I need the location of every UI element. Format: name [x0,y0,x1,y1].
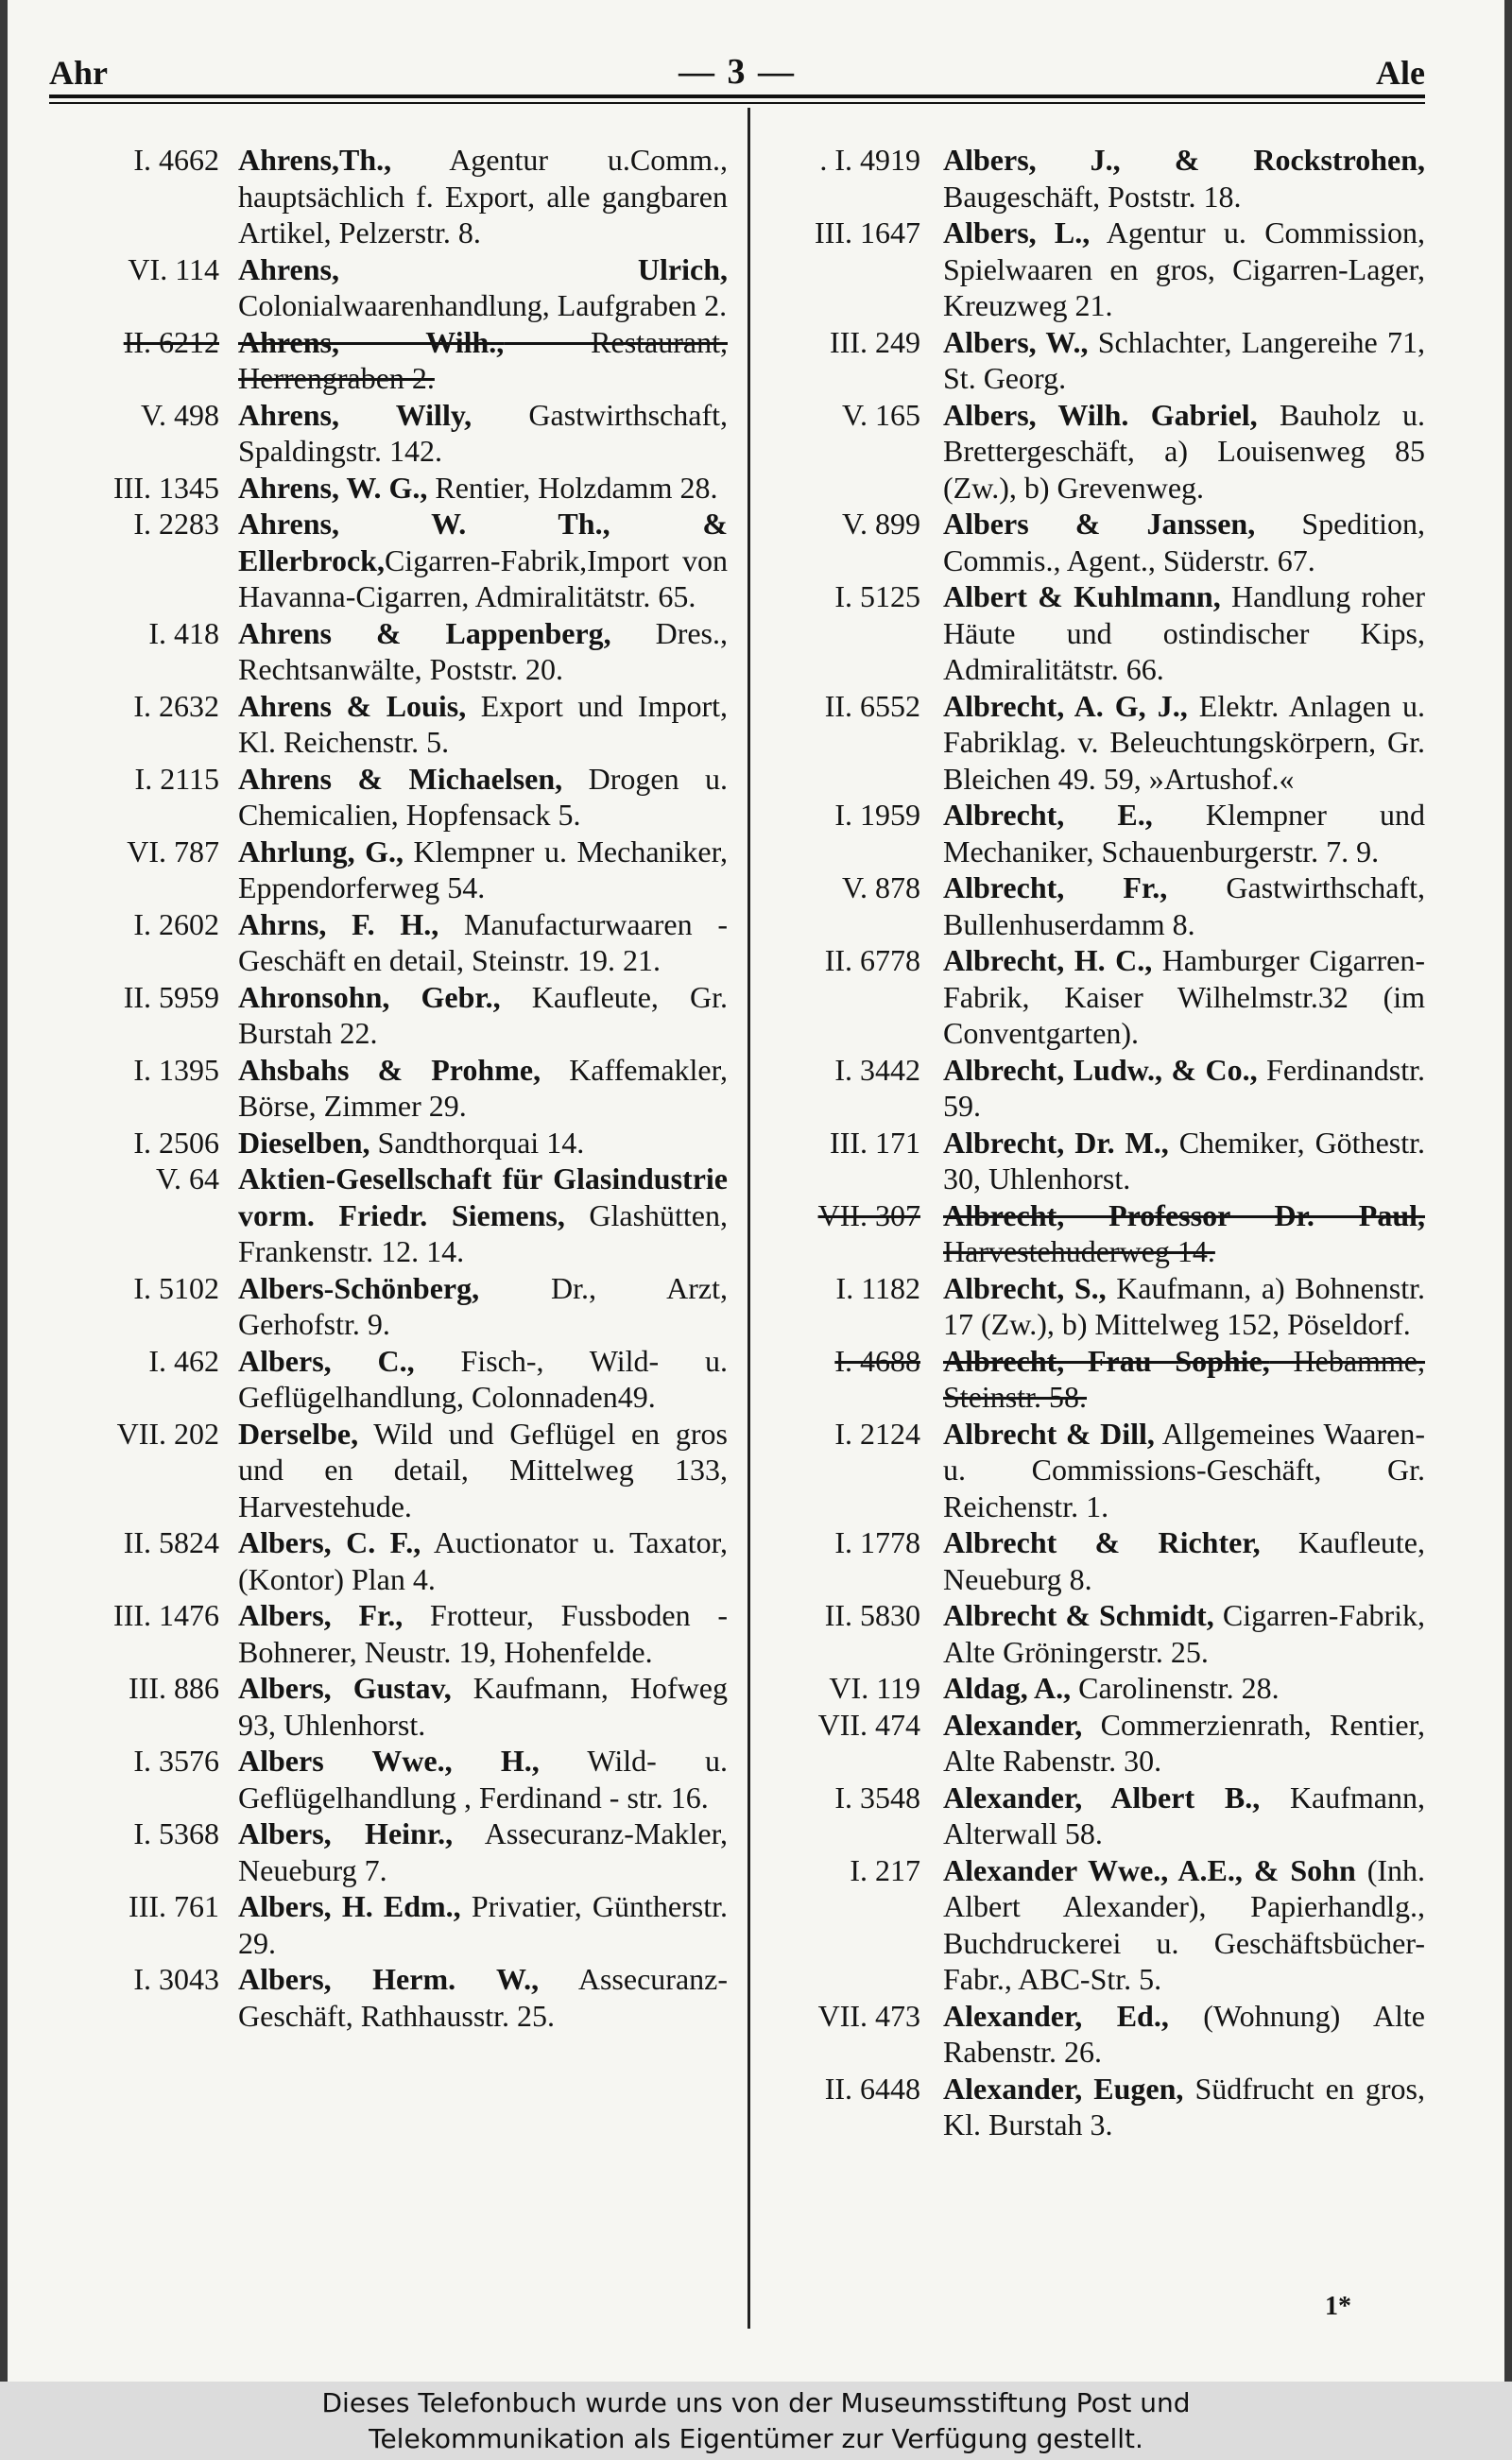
entry-details: Agentur u. Commission, Spielwaaren en gros, Cigarren-Lager, Kreuzweg 21. [943,215,1426,322]
phone-number: II. 5830 [824,1598,920,1632]
subscriber-name: Albers, W., [943,324,1089,359]
entry-text [238,761,728,834]
entry-text [943,324,1425,397]
entry-details: Wild und Geflügel en gros und en detail, Mittelweg 133, Harvestehude. [238,1416,728,1523]
directory-entry [53,1416,728,1525]
entry-text [943,1670,1425,1707]
entry-text [238,1416,728,1525]
subscriber-name: Albers, Wilh. Gabriel, [943,397,1258,432]
entry-details: Frotteur, Fussboden - Bohnerer, Neustr. 19, Hohenfelde. [238,1598,729,1669]
entry-details: Assecuranz-Makler, Neueburg 7. [238,1816,729,1887]
scan-edge-right [1504,0,1512,2382]
phone-number: V. 498 [141,397,219,432]
directory-entry [764,1597,1425,1670]
right-column [764,142,1425,2143]
directory-entry [53,1125,728,1161]
directory-entry [764,1416,1425,1525]
entry-text [238,1161,728,1270]
entry-text [238,397,728,470]
entry-details: Chemiker, Göthestr. 30, Uhlenhorst. [943,1125,1426,1196]
phone-number: VII. 202 [116,1416,219,1451]
phone-number: VII. 307 [817,1197,920,1232]
entry-text [943,942,1425,1052]
footer-line-1: Dieses Telefonbuch wurde uns von der Museumsstiftung Post und [321,2387,1191,2418]
subscriber-name: Ahrens, Wilh., [238,324,505,359]
header-left-keyword: Ahr [49,54,108,92]
entry-text [943,578,1425,688]
entry-details: Cigarren-Fabrik, Alte Gröningerstr. 25. [943,1598,1426,1669]
directory-entry [53,979,728,1052]
phone-number: II. 5959 [123,979,219,1014]
entry-details: (Wohnung) Alte Rabenstr. 26. [943,1998,1425,2069]
subscriber-name: Albrecht & Schmidt, [943,1598,1214,1632]
phone-number: I. 2124 [834,1416,920,1451]
phone-number: I. 3043 [133,1962,219,1996]
phone-number: I. 3442 [834,1052,920,1087]
directory-entry [764,1343,1425,1416]
subscriber-name: Albrecht, Professor Dr. Paul, [943,1197,1425,1232]
entry-text [238,251,728,324]
subscriber-name: Albrecht, Dr. M., [943,1125,1169,1160]
subscriber-name: Albers, L., [943,215,1091,249]
header-right-keyword: Ale [1376,54,1425,92]
subscriber-name: Albrecht, Frau Sophie, [943,1343,1270,1378]
subscriber-name: Albrecht, A. G, J., [943,688,1188,723]
entry-text [238,506,728,615]
subscriber-name: Ahsbahs & Prohme, [238,1052,541,1087]
entry-text [238,1815,728,1888]
entry-text [238,1125,728,1161]
entry-text [943,1052,1425,1125]
subscriber-name: Albers, Herm. W., [238,1962,540,1996]
phone-number: I. 5368 [133,1816,219,1850]
entry-text [238,1743,728,1815]
phone-number: I. 2115 [134,761,219,796]
directory-entry [764,1052,1425,1125]
entry-text [238,1888,728,1961]
phone-number: I. 5125 [834,579,920,613]
directory-entry [764,1270,1425,1343]
subscriber-name: Ahrlung, G., [238,834,404,869]
subscriber-name: Ahrens & Lappenberg, [238,615,611,650]
phone-number: I. 2506 [133,1125,219,1160]
subscriber-name: Alexander Wwe., A.E., & Sohn [943,1852,1356,1887]
directory-entry [53,761,728,834]
entry-details: Dres., Rechtsanwälte, Poststr. 20. [238,615,729,686]
directory-entry [764,1197,1425,1270]
phone-number: I. 4662 [133,143,219,177]
phone-number: VII. 473 [817,1998,920,2033]
entry-details: Kaufmann, Hofweg 93, Uhlenhorst. [238,1671,729,1742]
subscriber-name: Albers, Heinr., [238,1816,454,1850]
subscriber-name: Albers, J., & Rockstrohen, [943,143,1425,177]
entry-text [943,1270,1425,1343]
entry-details: Kaffemakler, Börse, Zimmer 29. [238,1052,729,1123]
directory-entry [53,1888,728,1961]
subscriber-name: Albers, Gustav, [238,1671,452,1705]
subscriber-name: Albers-Schönberg, [238,1270,480,1305]
entry-details: (Inh. Albert Alexander), Papierhandlg., Buchdruckerei u. Geschäftsbücher-Fabr., ABC-Str. 5. [943,1852,1426,1996]
subscriber-name: Aldag, A., [943,1671,1072,1705]
directory-entry [764,215,1425,324]
entry-text [943,1524,1425,1597]
directory-entry [53,397,728,470]
phone-number: VI. 787 [127,834,219,869]
entry-text [943,688,1425,798]
directory-entry [764,1998,1425,2071]
entry-text [238,1052,728,1125]
entry-text [943,1852,1425,1998]
entry-text [238,324,728,397]
entry-text [943,397,1425,507]
directory-entry [53,1597,728,1670]
phone-number: . I. 4919 [819,143,920,177]
entry-details: Glashütten, Frankenstr. 12. 14. [238,1197,728,1268]
phone-number: II. 5824 [123,1525,219,1559]
entry-text [943,1998,1425,2071]
signature-mark: 1* [1325,2292,1351,2321]
entry-details: Harvestehuderweg 14. [943,1234,1215,1268]
subscriber-name: Albrecht, E., [943,798,1153,832]
subscriber-name: Albrecht & Richter, [943,1525,1261,1559]
subscriber-name: Ahrens, Ulrich, [238,251,728,286]
directory-entry [764,1524,1425,1597]
subscriber-name: Dieselben, [238,1125,370,1160]
entry-details: Fisch-, Wild- u. Geflügelhandlung, Colonnaden49. [238,1343,729,1414]
subscriber-name: Albert & Kuhlmann, [943,579,1221,613]
left-column [53,142,728,2034]
phone-number: I. 2632 [133,688,219,723]
entry-text [238,1524,728,1597]
entry-details: Dr., Arzt, Gerhofstr. 9. [238,1270,728,1341]
directory-entry [53,1343,728,1416]
entry-details: Export und Import, Kl. Reichenstr. 5. [238,688,729,759]
phone-number: III. 1476 [113,1598,219,1632]
directory-entry [53,906,728,979]
entry-details: Kaufleute, Gr. Burstah 22. [238,979,729,1050]
subscriber-name: Ahronsohn, Gebr., [238,979,501,1014]
entry-text [238,1270,728,1343]
directory-entry [53,142,728,251]
entry-text [943,1780,1425,1852]
entry-details: Drogen u. Chemicalien, Hopfensack 5. [238,761,728,832]
column-divider [747,108,750,2329]
entry-details: Sandthorquai 14. [369,1125,585,1160]
entry-details: Südfrucht en gros, Kl. Burstah 3. [943,2071,1426,2142]
entry-details: Cigarren-Fabrik,Import von Havanna-Cigarren, Admiralitätstr. 65. [238,542,728,613]
entry-text [238,615,728,688]
phone-number: II. 6552 [824,688,920,723]
directory-entry [764,2071,1425,2143]
entry-details: Klempner u. Mechaniker, Eppendorferweg 54. [238,834,729,904]
scan-edge-left [0,0,8,2382]
phone-number: III. 1647 [815,215,920,249]
entry-details: Ferdinandstr. 59. [943,1052,1425,1123]
entry-details: Kaufmann, Alterwall 58. [943,1780,1426,1850]
page-header [49,47,1425,100]
entry-details: Carolinenstr. 28. [1071,1671,1280,1705]
entry-text [238,470,728,507]
entry-text [943,215,1425,324]
subscriber-name: Albers Wwe., H., [238,1744,540,1778]
phone-number: VII. 474 [817,1707,920,1742]
directory-entry [53,506,728,615]
entry-details: Wild- u. Geflügelhandlung , Ferdinand - str. 16. [238,1744,728,1815]
entry-text [943,1125,1425,1197]
entry-details: Hebamme, Steinstr. 58. [943,1343,1426,1414]
subscriber-name: Ahrens & Louis, [238,688,467,723]
phone-number: V. 899 [842,507,920,541]
directory-entry [53,688,728,761]
entry-details: Spedition, Commis., Agent., Süderstr. 67. [943,507,1426,577]
directory-entry [53,1961,728,2034]
entry-details: Gastwirthschaft, Bullenhuserdamm 8. [943,870,1426,941]
entry-details: Restaurant, Herrengraben 2. [238,324,728,395]
phone-number: V. 878 [842,870,920,904]
footer-text [0,2385,1512,2457]
subscriber-name: Albers, H. Edm., [238,1889,461,1923]
subscriber-name: Albrecht & Dill, [943,1416,1155,1451]
subscriber-name: Alexander, Eugen, [943,2071,1184,2106]
entry-details: Kaufmann, a) Bohnenstr. 17 (Zw.), b) Mittelweg 152, Pöseldorf. [943,1270,1426,1341]
subscriber-name: Alexander, Albert B., [943,1780,1261,1815]
subscriber-name: Ahrns, F. H., [238,906,439,941]
phone-number: I. 217 [850,1852,920,1887]
entry-text [238,979,728,1052]
subscriber-name: Albrecht, Ludw., & Co., [943,1052,1258,1087]
entry-details: Rentier, Holzdamm 28. [427,470,718,505]
directory-entry [764,1125,1425,1197]
directory-entry [764,142,1425,215]
phone-number: I. 3548 [834,1780,920,1815]
directory-entry [764,942,1425,1052]
phone-number: III. 1345 [113,470,219,505]
entry-text [238,1961,728,2034]
entry-text [943,506,1425,578]
entry-details: Auctionator u. Taxator, (Kontor) Plan 4. [238,1525,729,1596]
subscriber-name: Albers, C., [238,1343,415,1378]
phone-number: II. 6448 [824,2071,920,2106]
directory-entry [764,1670,1425,1707]
directory-entry [764,578,1425,688]
entry-details: Bauholz u. Brettergeschäft, a) Louisenweg 85 (Zw.), b) Grevenweg. [943,397,1425,505]
entry-details: Handlung roher Häute und ostindischer Kips, Admiralitätstr. 66. [943,579,1426,686]
directory-entry [53,1052,728,1125]
phone-number: I. 2283 [133,507,219,541]
phone-number: I. 3576 [133,1744,219,1778]
entry-details: Elektr. Anlagen u. Fabriklag. v. Beleuchtungskörpern, Gr. Bleichen 49. 59, »Artushof.« [943,688,1426,796]
entry-text [943,1416,1425,1525]
subscriber-name: Alexander, Ed., [943,1998,1169,2033]
directory-entry [764,506,1425,578]
phone-number: I. 2602 [133,906,219,941]
subscriber-name: Alexander, [943,1707,1083,1742]
entry-details: Assecuranz-Geschäft, Rathhausstr. 25. [238,1962,729,2033]
entry-details: Baugeschäft, Poststr. 18. [943,179,1242,214]
entry-text [943,1597,1425,1670]
entry-text [238,688,728,761]
subscriber-name: Ahrens & Michaelsen, [238,761,563,796]
phone-number: III. 249 [830,324,920,359]
directory-entry [53,1743,728,1815]
directory-entry [53,1815,728,1888]
phone-number: I. 1182 [835,1270,920,1305]
phone-number: I. 1959 [834,798,920,832]
phone-number: II. 6212 [123,324,219,359]
directory-entry [764,688,1425,798]
entry-text [943,797,1425,869]
entry-details: Manufacturwaaren - Geschäft en detail, Steinstr. 19. 21. [238,906,728,977]
directory-entry [53,834,728,906]
phone-number: V. 64 [156,1161,219,1196]
phone-number: III. 886 [129,1671,219,1705]
subscriber-name: Ahrens, W. G., [238,470,428,505]
subscriber-name: Albers, Fr., [238,1598,404,1632]
subscriber-name: Derselbe, [238,1416,359,1451]
subscriber-name: Albrecht, Fr., [943,870,1168,904]
directory-entry [764,869,1425,942]
phone-number: II. 6778 [824,943,920,977]
directory-entry [764,1707,1425,1780]
phone-number: I. 4688 [834,1343,920,1378]
entry-text [238,1343,728,1416]
phone-number: III. 171 [830,1125,920,1160]
subscriber-name: Aktien-Gesellschaft für Glasindustrie vorm. Friedr. Siemens, [238,1161,728,1232]
entry-details: Kaufleute, Neueburg 8. [943,1525,1426,1596]
entry-details: Hamburger Cigarren-Fabrik, Kaiser Wilhelmstr.32 (im Conventgarten). [943,943,1425,1050]
directory-entry [53,615,728,688]
phone-number: I. 1395 [133,1052,219,1087]
directory-entry [764,1852,1425,1998]
entry-details: Agentur u.Comm., hauptsächlich f. Export, alle gangbaren Artikel, Pelzerstr. 8. [238,143,728,249]
directory-entry [764,797,1425,869]
entry-text [943,2071,1425,2143]
directory-entry [53,1670,728,1743]
phone-number: I. 5102 [133,1270,219,1305]
phone-number: VI. 119 [829,1671,920,1705]
entry-text [238,906,728,979]
directory-entry [53,1524,728,1597]
phone-number: V. 165 [842,397,920,432]
subscriber-name: Ahrens, Willy, [238,397,472,432]
entry-text [943,142,1425,215]
directory-entry [53,324,728,397]
subscriber-name: Ahrens,Th., [238,143,392,177]
entry-text [943,869,1425,942]
directory-entry [53,470,728,507]
directory-entry [764,1780,1425,1852]
entry-details: Privatier, Güntherstr. 29. [238,1889,728,1960]
entry-details: Commerzienrath, Rentier, Alte Rabenstr. 30. [943,1707,1425,1778]
subscriber-name: Albers & Janssen, [943,507,1256,541]
entry-details: Klempner und Mechaniker, Schauenburgerstr. 7. 9. [943,798,1425,869]
directory-entry [53,1161,728,1270]
entry-text [238,1670,728,1743]
subscriber-name: Albers, C. F., [238,1525,421,1559]
entry-text [943,1707,1425,1780]
phone-number: III. 761 [129,1889,219,1923]
directory-entry [764,324,1425,397]
subscriber-name: Ahrens, W. Th., & Ellerbrock, [238,507,728,577]
phone-number: I. 418 [148,615,219,650]
phone-number: VI. 114 [128,251,219,286]
entry-text [238,834,728,906]
directory-entry [53,1270,728,1343]
entry-details: Allgemeines Waaren- u. Commissions-Geschäft, Gr. Reichenstr. 1. [943,1416,1426,1523]
entry-text [238,1597,728,1670]
phone-number: I. 462 [148,1343,219,1378]
footer-banner [0,2382,1512,2460]
entry-details: Gastwirthschaft, Spaldingstr. 142. [238,397,728,468]
page-number: — 3 — [679,52,796,92]
header-rule-thin [49,102,1425,104]
directory-entry [764,397,1425,507]
footer-line-2: Telekommunikation als Eigentümer zur Verfügung gestellt. [369,2423,1143,2454]
directory-entry [53,251,728,324]
entry-details: Schlachter, Langereihe 71, St. Georg. [943,324,1425,395]
phone-number: I. 1778 [834,1525,920,1559]
entry-details: Colonialwaarenhandlung, Laufgraben 2. [238,288,728,322]
subscriber-name: Albrecht, H. C., [943,943,1153,977]
entry-text [943,1343,1425,1416]
entry-text [943,1197,1425,1270]
subscriber-name: Albrecht, S., [943,1270,1107,1305]
entry-text [238,142,728,251]
header-rule [49,95,1425,98]
